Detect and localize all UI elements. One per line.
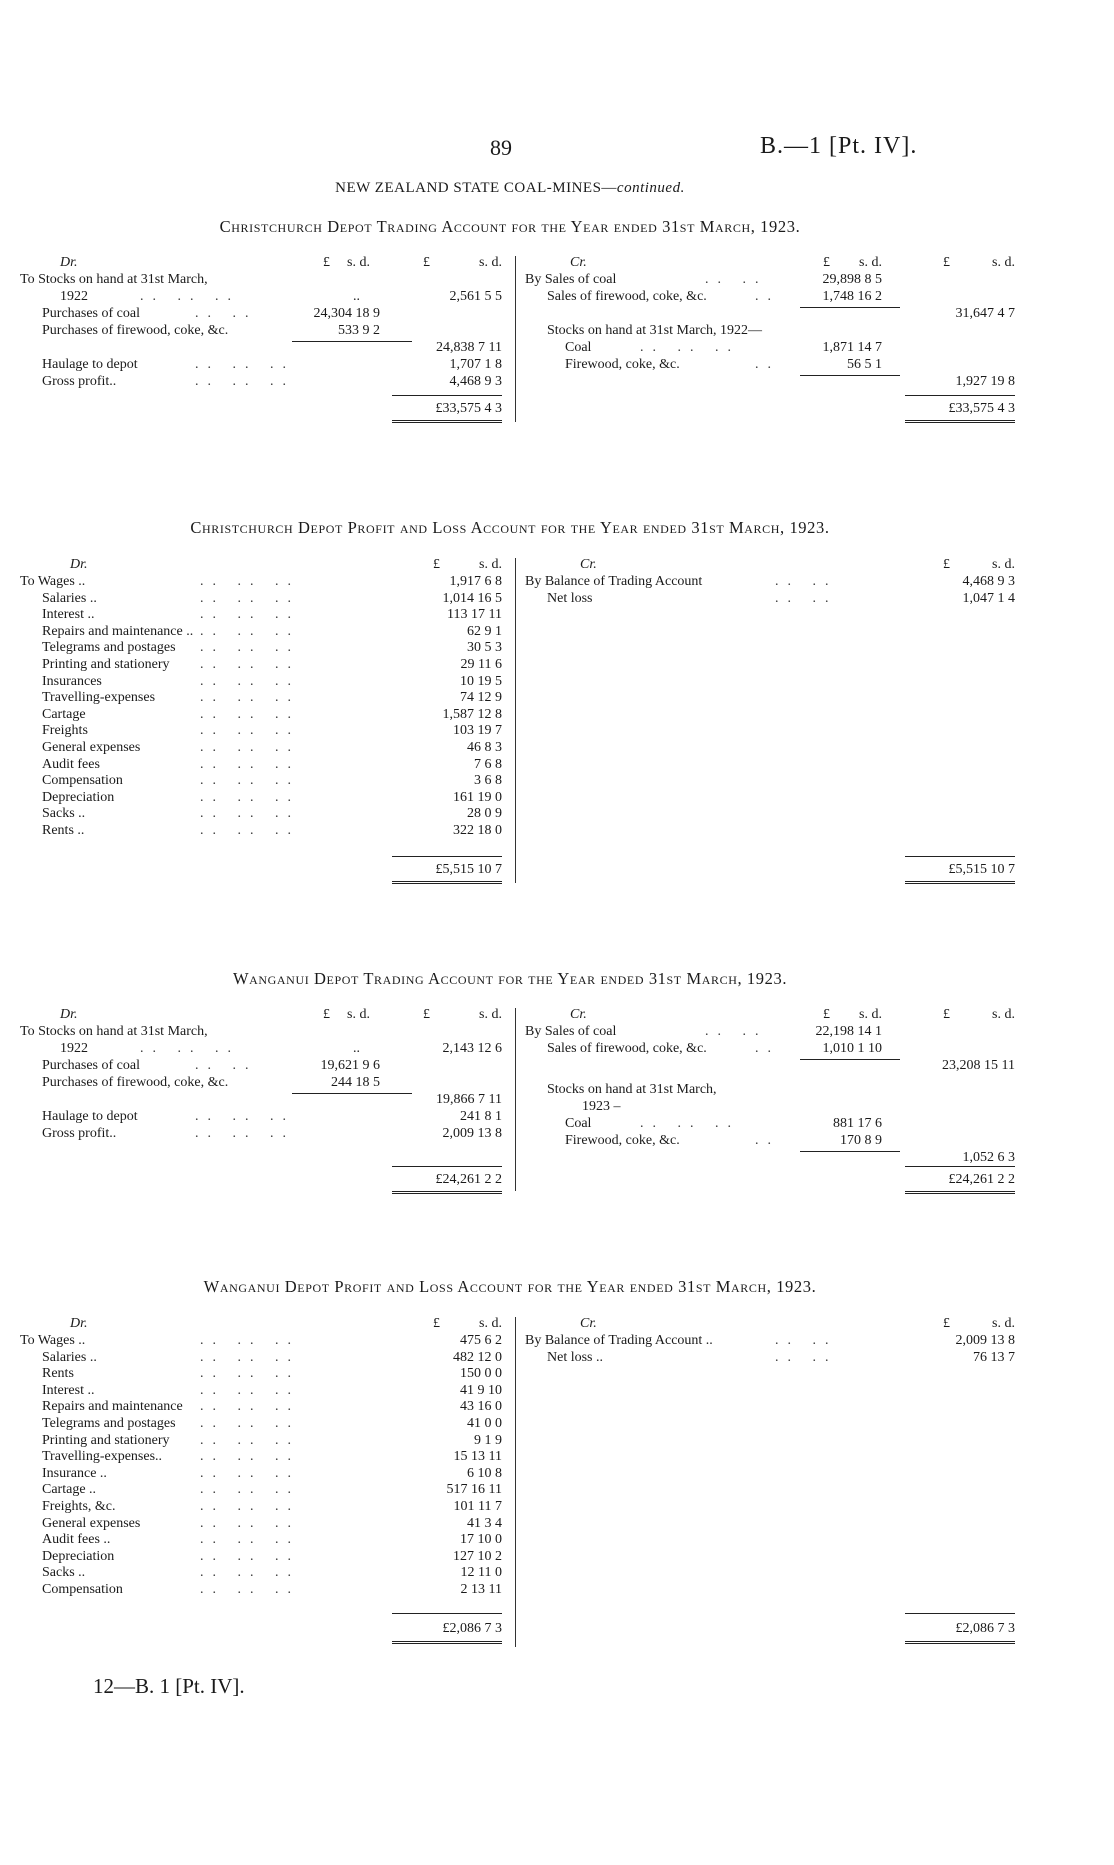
gross-profit-total: 2,009 13 8 bbox=[442, 1126, 502, 1141]
account-row: Printing and stationery .. .. .. 29 11 6 bbox=[42, 657, 502, 672]
dr-sum: £5,515 10 7 bbox=[435, 862, 502, 877]
row-label: Net loss bbox=[547, 590, 593, 606]
row-amount: 43 16 0 bbox=[460, 1399, 502, 1415]
purchases-firewood-label: Purchases of firewood, coke, &c. bbox=[42, 1075, 229, 1090]
row-amount: 15 13 11 bbox=[453, 1449, 502, 1465]
chc-trading-account: Dr. £ s. d. £ s. d. To Stocks on hand at 31st March, 1922 .. .. .. .. 2,561 5 5 Purchases of coal .. .. 24,304 18 9 Purchases of firewood, coke, &c. 533 9 2 24,838 7 11 Haulage to depot .. .. .. 1,707 1 8 Gross profit.. .. .. .. 4,468 9 3 £33,575 4 3 Cr. £ s. d. £ s. d. By Sales of coal .. .. 29,898 8 5 Sales of firewood, coke, &c. .. 1,748 16 2 31,647 4 7 Stocks on hand at 31st March, 1922— Coal .. .. .. 1,871 14 7 Firewood, coke, &c. .. 56 5 1 1,927 19 8 £33,575 4 3 bbox=[20, 254, 1015, 434]
pound-heading: £ bbox=[943, 1007, 950, 1022]
wng-trading-account: Dr. £ s. d. £ s. d. To Stocks on hand at 31st March, 1922 .. .. .. .. 2,143 12 6 Purchases of coal .. .. 19,621 9 6 Purchases of firewood, coke, &c. 244 18 5 19,866 7 11 Haulage to depot .. .. .. 241 8 1 Gross profit.. .. .. .. 2,009 13 8 £24,261 2 2 Cr. £ s. d. £ s. d. By Sales of coal .. .. 22,198 14 1 Sales of firewood, coke, &c. .. 1,010 1 10 23,208 15 11 Stocks on hand at 31st March, 1923 – Coal .. .. .. 881 17 6 Firewood, coke, &c. .. 170 8 9 1,052 6 3 £24,261 2 2 bbox=[20, 1006, 1015, 1206]
account-row: Freights, &c. .. .. .. 101 11 7 bbox=[42, 1499, 502, 1514]
purchases-firewood-amount: 244 18 5 bbox=[331, 1075, 380, 1090]
row-amount: 475 6 2 bbox=[460, 1333, 502, 1348]
row-label: Interest .. bbox=[42, 1382, 95, 1398]
stocks-year: 1923 – bbox=[582, 1099, 621, 1114]
account-row: By Balance of Trading Account .. .. 4,468 9 3 bbox=[525, 574, 1015, 589]
row-amount: 17 10 0 bbox=[460, 1532, 502, 1548]
row-label: Audit fees bbox=[42, 756, 100, 772]
row-label: Cartage bbox=[42, 706, 86, 722]
row-amount: 2 13 11 bbox=[460, 1582, 502, 1597]
row-label: Rents .. bbox=[42, 823, 85, 838]
sales-coal-label: By Sales of coal bbox=[525, 1024, 617, 1039]
chc-pl-account bbox=[20, 556, 1015, 896]
account-row: Telegrams and postages .. .. .. 41 0 0 bbox=[42, 1416, 502, 1431]
account-row: Net loss .. .. 1,047 1 4 bbox=[547, 590, 1015, 606]
purchases-coal-amount: 24,304 18 9 bbox=[313, 306, 380, 321]
row-label: To Wages .. bbox=[20, 1333, 86, 1348]
row-label: Insurance .. bbox=[42, 1465, 107, 1481]
dr-heading: Dr. bbox=[60, 1007, 78, 1022]
row-label: Telegrams and postages bbox=[42, 640, 176, 656]
row-label: Net loss .. bbox=[547, 1349, 603, 1365]
stocks-dots: .. bbox=[353, 289, 360, 304]
row-amount: 2,009 13 8 bbox=[955, 1333, 1015, 1348]
row-label: Depreciation bbox=[42, 1548, 115, 1564]
sales-total: 23,208 15 11 bbox=[942, 1058, 1015, 1073]
row-amount: 29 11 6 bbox=[460, 657, 502, 672]
account-row: Insurances .. .. .. 10 19 5 bbox=[42, 673, 502, 689]
account-row: General expenses .. .. .. 41 3 4 bbox=[42, 1515, 502, 1531]
row-amount: 6 10 8 bbox=[467, 1465, 502, 1481]
account-row: Printing and stationery .. .. .. 9 1 9 bbox=[42, 1432, 502, 1448]
row-amount: 7 6 8 bbox=[474, 756, 502, 772]
row-label: Insurances bbox=[42, 673, 102, 689]
chc-pl-title: Christchurch Depot Profit and Loss Account for the Year ended 31st March, 1923. bbox=[190, 518, 830, 537]
sd-heading: s. d. bbox=[859, 255, 882, 270]
row-amount: 41 0 0 bbox=[467, 1416, 502, 1431]
row-label: Telegrams and postages bbox=[42, 1416, 176, 1431]
row-amount: 101 11 7 bbox=[453, 1499, 502, 1514]
row-amount: 322 18 0 bbox=[453, 823, 502, 838]
pound-heading: £ bbox=[823, 255, 830, 270]
row-label: Sacks .. bbox=[42, 806, 86, 822]
row-amount: 1,917 6 8 bbox=[449, 574, 502, 589]
row-amount: 113 17 11 bbox=[447, 607, 502, 623]
account-row: Interest .. .. .. .. 113 17 11 bbox=[42, 607, 502, 623]
account-row: Travelling-expenses .. .. .. 74 12 9 bbox=[42, 690, 502, 706]
account-row: Sacks .. .. .. .. 12 11 0 bbox=[42, 1565, 502, 1581]
pound-heading: £ bbox=[943, 557, 950, 572]
account-row: Travelling-expenses.. .. .. .. 15 13 11 bbox=[42, 1449, 502, 1465]
stocks-total: 2,561 5 5 bbox=[449, 289, 502, 304]
account-row: Sacks .. .. .. .. 28 0 9 bbox=[42, 806, 502, 822]
cr-heading: Cr. bbox=[570, 255, 587, 270]
row-label: To Wages .. bbox=[20, 574, 86, 589]
row-amount: 12 11 0 bbox=[460, 1565, 502, 1581]
stocks-year: 1922 bbox=[60, 1041, 88, 1056]
account-row: Rents .. .. .. 150 0 0 bbox=[42, 1366, 502, 1382]
sd-heading: s. d. bbox=[347, 255, 370, 270]
haulage-label: Haulage to depot bbox=[42, 1109, 138, 1124]
row-amount: 46 8 3 bbox=[467, 740, 502, 755]
stocks-label: Stocks on hand at 31st March, 1922— bbox=[547, 323, 763, 338]
row-amount: 28 0 9 bbox=[467, 806, 502, 822]
row-amount: 1,587 12 8 bbox=[442, 706, 502, 722]
account-row: Interest .. .. .. .. 41 9 10 bbox=[42, 1382, 502, 1398]
row-amount: 41 9 10 bbox=[460, 1382, 502, 1398]
stocks-label: Stocks on hand at 31st March, bbox=[547, 1082, 717, 1097]
stock-coal-amount: 881 17 6 bbox=[833, 1116, 882, 1131]
sd-heading: s. d. bbox=[479, 255, 502, 270]
haulage-label: Haulage to depot bbox=[42, 357, 138, 372]
dr-heading: Dr. bbox=[70, 1316, 88, 1331]
account-row: Depreciation .. .. .. 127 10 2 bbox=[42, 1548, 502, 1564]
row-label: Freights, &c. bbox=[42, 1499, 116, 1514]
row-label: Freights bbox=[42, 723, 88, 739]
stock-coal-label: Coal bbox=[565, 1116, 592, 1131]
account-row: Net loss .. .. .. 76 13 7 bbox=[547, 1349, 1015, 1365]
row-amount: 482 12 0 bbox=[453, 1349, 502, 1365]
account-row: To Wages .. .. .. .. 475 6 2 bbox=[20, 1333, 502, 1348]
row-amount: 3 6 8 bbox=[474, 773, 502, 789]
dr-sum: £2,086 7 3 bbox=[442, 1621, 502, 1636]
pound-heading: £ bbox=[943, 1316, 950, 1331]
sd-heading: s. d. bbox=[992, 255, 1015, 270]
row-label: Sacks .. bbox=[42, 1565, 86, 1581]
sd-heading: s. d. bbox=[859, 1007, 882, 1022]
row-amount: 150 0 0 bbox=[460, 1366, 502, 1382]
purchases-firewood-label: Purchases of firewood, coke, &c. bbox=[42, 323, 229, 338]
cr-heading: Cr. bbox=[570, 1007, 587, 1022]
cr-sum: £5,515 10 7 bbox=[948, 862, 1015, 877]
sd-heading: s. d. bbox=[347, 1007, 370, 1022]
cr-sum: £2,086 7 3 bbox=[955, 1621, 1015, 1636]
stocks-total: 2,143 12 6 bbox=[442, 1041, 502, 1056]
account-row: Compensation .. .. .. 3 6 8 bbox=[42, 773, 502, 789]
pound-heading: £ bbox=[423, 1007, 430, 1022]
row-label: Repairs and maintenance .. bbox=[42, 623, 194, 639]
row-label: Repairs and maintenance bbox=[42, 1399, 183, 1415]
row-amount: 62 9 1 bbox=[467, 623, 502, 639]
account-row: Salaries .. .. .. .. 1,014 16 5 bbox=[42, 590, 502, 606]
pound-heading: £ bbox=[323, 255, 330, 270]
row-amount: 161 19 0 bbox=[453, 789, 502, 805]
dr-heading: Dr. bbox=[70, 557, 88, 572]
account-row: Repairs and maintenance .. .. .. .. 62 9 1 bbox=[42, 623, 502, 639]
account-row: Depreciation .. .. .. 161 19 0 bbox=[42, 789, 502, 805]
pound-heading: £ bbox=[943, 255, 950, 270]
row-label: Interest .. bbox=[42, 607, 95, 623]
row-label: Compensation bbox=[42, 1582, 123, 1597]
sales-total: 31,647 4 7 bbox=[955, 306, 1015, 321]
page-footer: 12—B. 1 [Pt. IV]. bbox=[93, 1674, 245, 1698]
heading-continued: continued. bbox=[616, 180, 685, 196]
row-amount: 103 19 7 bbox=[453, 723, 502, 739]
pound-heading: £ bbox=[433, 557, 440, 572]
row-amount: 30 5 3 bbox=[467, 640, 502, 656]
sd-heading: s. d. bbox=[479, 1007, 502, 1022]
row-label: Depreciation bbox=[42, 789, 115, 805]
stock-coal-amount: 1,871 14 7 bbox=[822, 340, 882, 355]
row-label: Rents bbox=[42, 1366, 74, 1382]
cr-sum: £33,575 4 3 bbox=[948, 401, 1015, 416]
sd-heading: s. d. bbox=[992, 557, 1015, 572]
sd-heading: s. d. bbox=[479, 1316, 502, 1331]
page-heading bbox=[0, 180, 1020, 197]
row-label: Travelling-expenses bbox=[42, 690, 156, 706]
row-amount: 4,468 9 3 bbox=[962, 574, 1015, 589]
account-row: Repairs and maintenance .. .. .. 43 16 0 bbox=[42, 1399, 502, 1415]
stock-firewood-amount: 56 5 1 bbox=[847, 357, 882, 372]
stocks-total: 1,052 6 3 bbox=[962, 1150, 1015, 1165]
dr-heading: Dr. bbox=[60, 255, 78, 270]
row-label: Travelling-expenses.. bbox=[42, 1449, 163, 1465]
chc-trading-title: Christchurch Depot Trading Account for the Year ended 31st March, 1923. bbox=[219, 217, 801, 236]
account-row: Rents .. .. .. .. 322 18 0 bbox=[42, 823, 502, 838]
cr-sum: £24,261 2 2 bbox=[948, 1172, 1015, 1187]
account-row: Freights .. .. .. 103 19 7 bbox=[42, 723, 502, 739]
row-amount: 10 19 5 bbox=[460, 673, 502, 689]
row-label: General expenses bbox=[42, 1515, 141, 1531]
sales-firewood-label: Sales of firewood, coke, &c. bbox=[547, 1041, 707, 1056]
sales-coal-amount: 22,198 14 1 bbox=[815, 1024, 882, 1039]
row-label: By Balance of Trading Account bbox=[525, 574, 703, 589]
account-row: Audit fees .. .. .. 7 6 8 bbox=[42, 756, 502, 772]
account-row: Telegrams and postages .. .. .. 30 5 3 bbox=[42, 640, 502, 656]
account-row: Insurance .. .. .. .. 6 10 8 bbox=[42, 1465, 502, 1481]
row-label: Cartage .. bbox=[42, 1482, 97, 1498]
row-amount: 76 13 7 bbox=[973, 1349, 1015, 1365]
account-row: By Balance of Trading Account .. .. .. 2,009 13 8 bbox=[525, 1333, 1015, 1348]
stock-coal-label: Coal bbox=[565, 340, 592, 355]
purchases-total: 24,838 7 11 bbox=[436, 340, 502, 355]
row-label: Salaries .. bbox=[42, 1349, 97, 1365]
row-amount: 1,014 16 5 bbox=[442, 590, 502, 606]
pound-heading: £ bbox=[423, 255, 430, 270]
haulage-total: 1,707 1 8 bbox=[449, 357, 502, 372]
document-reference: B.—1 [Pt. IV]. bbox=[760, 133, 918, 159]
haulage-total: 241 8 1 bbox=[460, 1109, 502, 1124]
account-row: Cartage .. .. .. 1,587 12 8 bbox=[42, 706, 502, 722]
cr-heading: Cr. bbox=[580, 557, 597, 572]
sd-heading: s. d. bbox=[479, 557, 502, 572]
row-label: General expenses bbox=[42, 740, 141, 755]
row-amount: 9 1 9 bbox=[474, 1432, 502, 1448]
row-label: Printing and stationery bbox=[42, 657, 170, 672]
wng-trading-title: Wanganui Depot Trading Account for the Year ended 31st March, 1923. bbox=[232, 969, 788, 988]
row-amount: 74 12 9 bbox=[460, 690, 502, 706]
row-label: Salaries .. bbox=[42, 590, 97, 606]
wng-pl-title: Wanganui Depot Profit and Loss Account for the Year ended 31st March, 1923. bbox=[203, 1277, 817, 1296]
stock-firewood-label: Firewood, coke, &c. bbox=[565, 357, 680, 372]
account-row: Salaries .. .. .. .. 482 12 0 bbox=[42, 1349, 502, 1365]
row-amount: 41 3 4 bbox=[467, 1515, 502, 1531]
account-row: Cartage .. .. .. .. 517 16 11 bbox=[42, 1482, 502, 1498]
stocks-total: 1,927 19 8 bbox=[955, 374, 1015, 389]
stock-firewood-amount: 170 8 9 bbox=[840, 1133, 882, 1148]
heading-text: NEW ZEALAND STATE COAL-MINES— bbox=[335, 180, 617, 196]
cr-heading: Cr. bbox=[580, 1316, 597, 1331]
row-label: Compensation bbox=[42, 773, 123, 789]
sd-heading: s. d. bbox=[992, 1007, 1015, 1022]
stocks-label: To Stocks on hand at 31st March, bbox=[20, 1024, 208, 1039]
sales-firewood-amount: 1,748 16 2 bbox=[822, 289, 882, 304]
row-label: By Balance of Trading Account .. bbox=[525, 1333, 713, 1348]
sales-firewood-label: Sales of firewood, coke, &c. bbox=[547, 289, 707, 304]
gross-profit-label: Gross profit.. bbox=[42, 1126, 117, 1141]
row-label: Audit fees .. bbox=[42, 1532, 111, 1548]
stocks-label: To Stocks on hand at 31st March, bbox=[20, 272, 208, 287]
purchases-firewood-amount: 533 9 2 bbox=[338, 323, 380, 338]
dr-sum: £33,575 4 3 bbox=[435, 401, 502, 416]
purchases-coal-label: Purchases of coal bbox=[42, 306, 140, 321]
sales-coal-amount: 29,898 8 5 bbox=[822, 272, 882, 287]
sales-firewood-amount: 1,010 1 10 bbox=[822, 1041, 882, 1056]
sales-coal-label: By Sales of coal bbox=[525, 272, 617, 287]
sd-heading: s. d. bbox=[992, 1316, 1015, 1331]
gross-profit-total: 4,468 9 3 bbox=[449, 374, 502, 389]
pound-heading: £ bbox=[323, 1007, 330, 1022]
row-amount: 1,047 1 4 bbox=[962, 590, 1015, 606]
pound-heading: £ bbox=[823, 1007, 830, 1022]
purchases-total: 19,866 7 11 bbox=[436, 1092, 502, 1107]
purchases-coal-amount: 19,621 9 6 bbox=[320, 1058, 380, 1073]
dr-sum: £24,261 2 2 bbox=[435, 1172, 502, 1187]
row-amount: 127 10 2 bbox=[453, 1548, 502, 1564]
page-number: 89 bbox=[490, 135, 512, 160]
stocks-dots: .. bbox=[353, 1041, 360, 1056]
gross-profit-label: Gross profit.. bbox=[42, 374, 117, 389]
account-row: General expenses .. .. .. 46 8 3 bbox=[42, 740, 502, 755]
wng-pl-account bbox=[20, 1315, 1015, 1655]
account-row: Audit fees .. .. .. .. 17 10 0 bbox=[42, 1532, 502, 1548]
stock-firewood-label: Firewood, coke, &c. bbox=[565, 1133, 680, 1148]
account-row: Compensation .. .. .. 2 13 11 bbox=[42, 1582, 502, 1597]
account-row: To Wages .. .. .. .. 1,917 6 8 bbox=[20, 574, 502, 589]
row-amount: 517 16 11 bbox=[446, 1482, 502, 1498]
pound-heading: £ bbox=[433, 1316, 440, 1331]
stocks-year: 1922 bbox=[60, 289, 88, 304]
purchases-coal-label: Purchases of coal bbox=[42, 1058, 140, 1073]
row-label: Printing and stationery bbox=[42, 1432, 170, 1448]
